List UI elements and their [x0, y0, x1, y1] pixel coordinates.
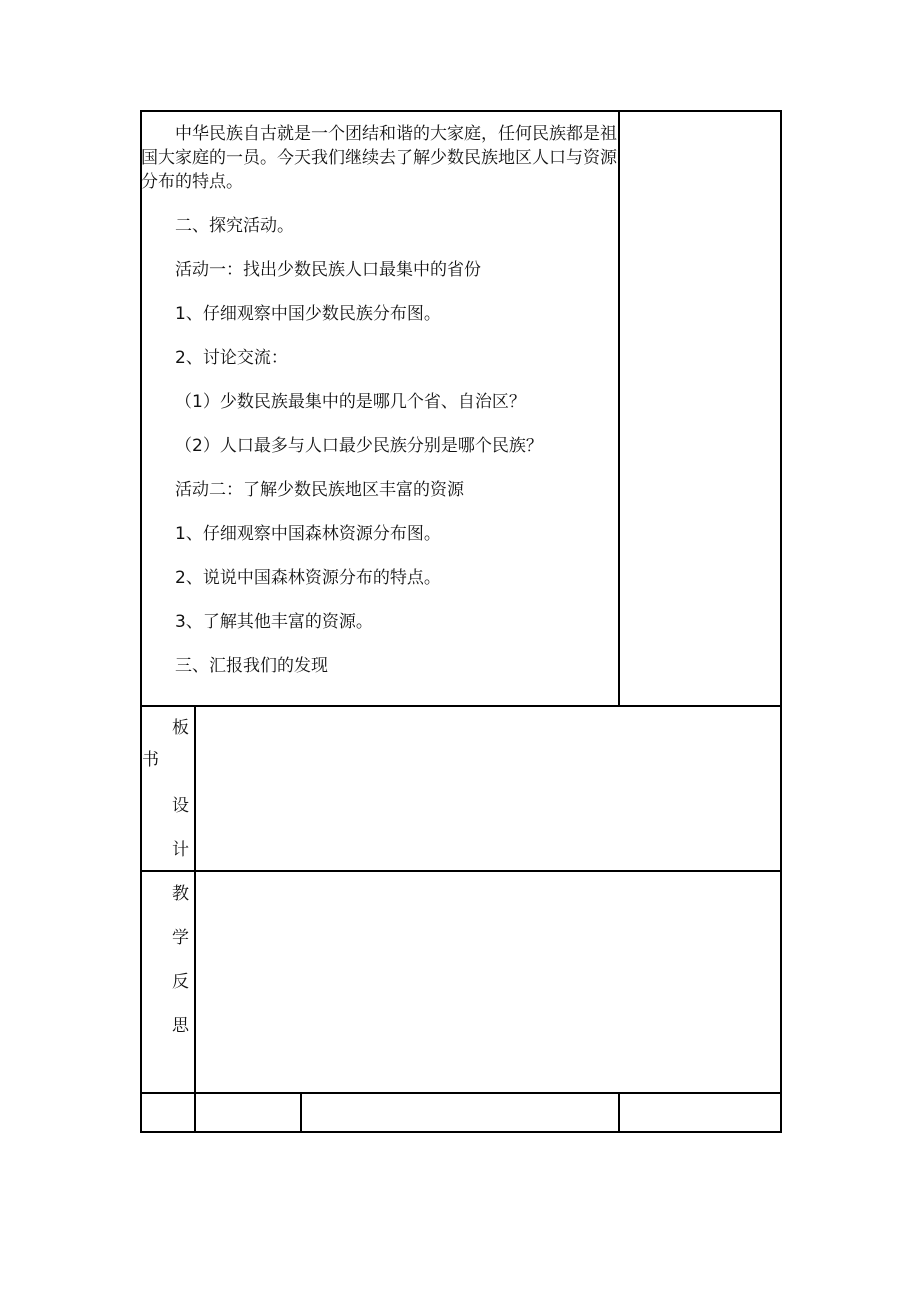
label-column-divider	[194, 705, 196, 1133]
board-design-label-char-1: 板	[172, 718, 189, 738]
activity-two-title: 活动二：了解少数民族地区丰富的资源	[175, 480, 464, 500]
table-divider-board	[140, 705, 782, 707]
activity-two-step-3: 3、了解其他丰富的资源。	[175, 612, 373, 632]
reflection-label-char-2: 学	[172, 928, 189, 948]
activity-one-step-2: 2、讨论交流：	[175, 348, 288, 368]
activity-one-step-1: 1、仔细观察中国少数民族分布图。	[175, 304, 441, 324]
reflection-label-char-1: 教	[172, 884, 189, 904]
table-divider-reflection	[140, 870, 782, 872]
board-design-label-char-4: 计	[172, 840, 189, 860]
section-three-heading: 三、汇报我们的发现	[175, 656, 328, 676]
activity-one-question-2: （2）人口最多与人口最少民族分别是哪个民族？	[175, 436, 543, 456]
board-design-label-char-3: 设	[172, 796, 189, 816]
reflection-label-char-4: 思	[172, 1016, 189, 1036]
activity-two-step-2: 2、说说中国森林资源分布的特点。	[175, 568, 441, 588]
activity-one-question-1: （1）少数民族最集中的是哪几个省、自治区？	[175, 392, 526, 412]
footer-divider-a	[300, 1092, 302, 1133]
footer-divider-b	[618, 1092, 620, 1133]
intro-paragraph: 中华民族自古就是一个团结和谐的大家庭，任何民族都是祖国大家庭的一员。今天我们继续去了解少数民族地区人口与资源分布的特点。	[141, 124, 617, 192]
reflection-label-char-3: 反	[172, 972, 189, 992]
activity-one-title: 活动一：找出少数民族人口最集中的省份	[175, 260, 481, 280]
activity-two-step-1: 1、仔细观察中国森林资源分布图。	[175, 524, 441, 544]
table-border-bottom	[140, 1131, 782, 1133]
board-design-label-char-2: 书	[142, 750, 159, 770]
content-side-column-divider	[618, 110, 620, 707]
table-border-right	[780, 110, 782, 1133]
lesson-content-cell	[141, 112, 617, 698]
table-divider-footer	[140, 1092, 782, 1094]
section-two-heading: 二、探究活动。	[175, 216, 294, 236]
